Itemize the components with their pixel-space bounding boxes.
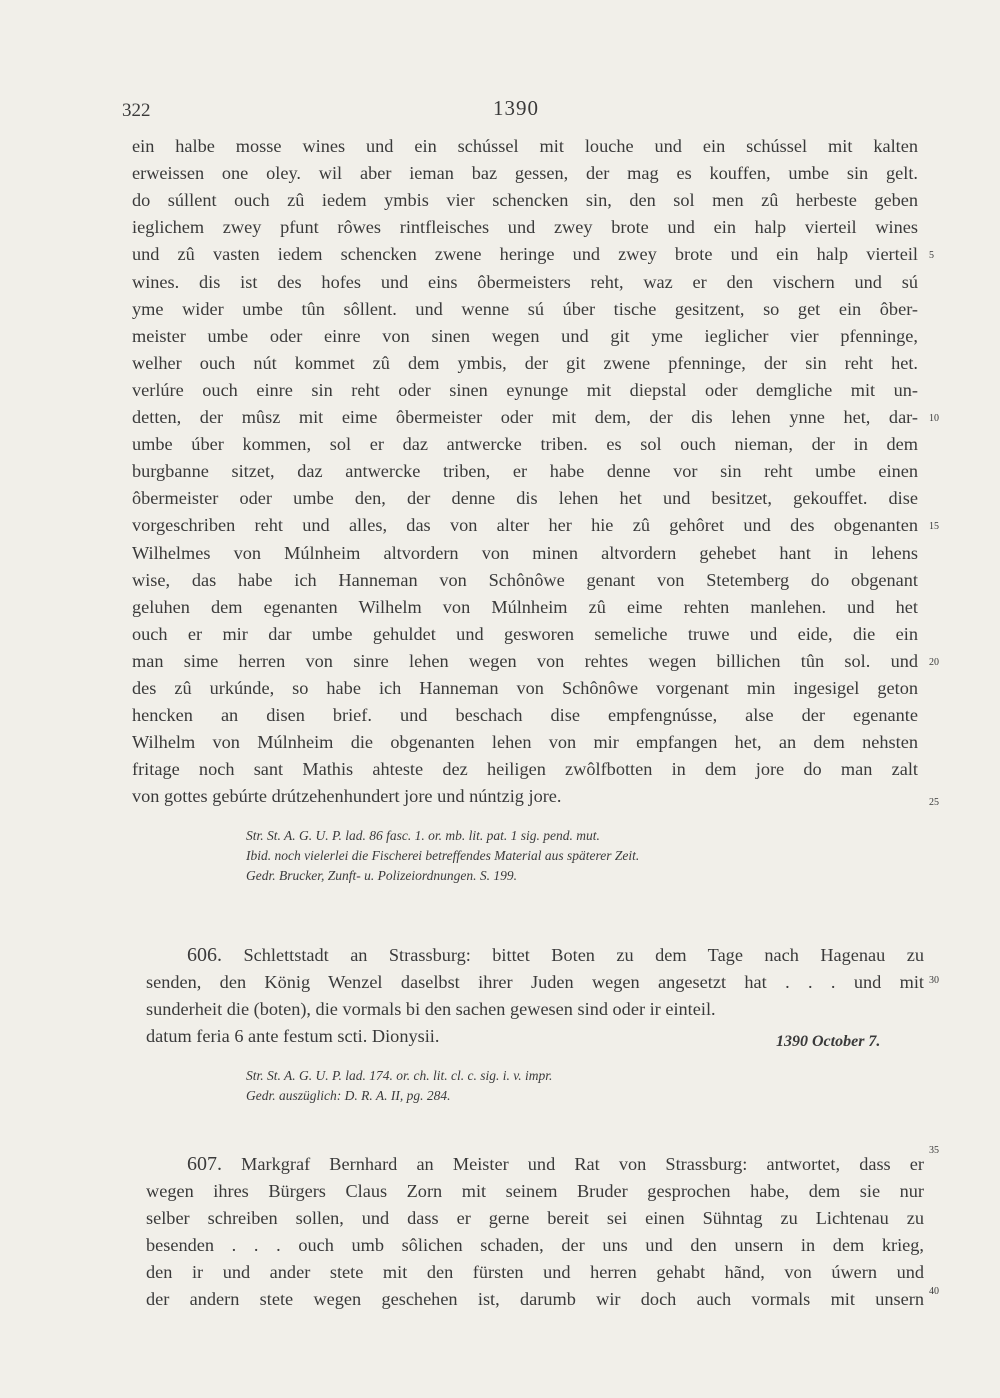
text-line: ieglichem zwey pfunt rôwes rintfleisches und zwey brote und ein halp vierteil wines <box>132 217 918 237</box>
doc-607-line: der andern stete wegen geschehen ist, darumb wir doch auch vormals mit unsern <box>146 1289 924 1309</box>
page-number: 322 <box>122 100 151 121</box>
text-line: hencken an disen brief. und beschach dise empfengnússe, alse der egenante <box>132 705 918 725</box>
text-line: ôbermeister oder umbe den, der denne dis lehen het und besitzet, gekouffet. dise <box>132 488 918 508</box>
text-line: von gottes gebúrte drútzehenhundert jore und núntzig jore. <box>132 786 562 806</box>
text-line: ein halbe mosse wines und ein schússel mit louche und ein schússel mit kalten <box>132 136 918 156</box>
text-line: vorgeschriben reht und alles, das von alter her hie zû gehôret und des obgenanten <box>132 515 918 535</box>
doc-607-line <box>187 1152 924 1176</box>
year-header: 1390 <box>493 96 539 120</box>
source-note: Ibid. noch vielerlei die Fischerei betreffendes Material aus späterer Zeit. <box>246 848 640 863</box>
text-line: fritage noch sant Mathis ahteste dez heiligen zwôlfbotten in dem jore do man zalt <box>132 759 918 779</box>
doc-607-line: selber schreiben sollen, und dass er gerne bereit sei einen Sühntag zu Lichtenau zu <box>146 1208 924 1228</box>
margin-line-number: 10 <box>929 413 939 424</box>
text-line: wise, das habe ich Hanneman von Schônôwe genant von Stetemberg do obgenant <box>132 570 918 590</box>
text-line: umbe úber kommen, sol er daz antwercke triben. es sol ouch nieman, der in dem <box>132 434 918 454</box>
text-line: welher ouch nút kommet zû dem ymbis, der git zwene pfenninge, der sin reht het. <box>132 353 918 373</box>
text-line: burgbanne sitzet, daz antwercke triben, er habe denne vor sin reht umbe einen <box>132 461 918 481</box>
doc-607-line: wegen ihres Bürgers Claus Zorn mit seinem Bruder gesprochen habe, dem sie nur <box>146 1181 924 1201</box>
text-line: geluhen dem egenanten Wilhelm von Múlnheim zû eime rehten manlehen. und het <box>132 597 918 617</box>
doc-606-number: 606. <box>187 944 222 966</box>
text-line: Wilhelm von Múlnheim die obgenanten lehen von mir empfangen het, an dem nehsten <box>132 732 918 752</box>
text-line: und zû vasten iedem schencken zwene heringe und zwey brote und ein halp vierteil <box>132 244 918 264</box>
doc-607-line: besenden . . . ouch umb sôlichen schaden, der uns und den unsern in dem krieg, <box>146 1235 924 1255</box>
doc-606-line: senden, den König Wenzel daselbst ihrer Juden wegen angesetzt hat . . . und mit <box>146 972 924 992</box>
doc-607-number: 607. <box>187 1153 222 1175</box>
doc-606-headline: Schlettstadt an Strassburg: bittet Boten zu dem Tage nach Hagenau zu <box>243 945 924 965</box>
text-line: erweissen one oley. wil aber ieman baz gessen, der mag es kouffen, umbe sin gelt. <box>132 163 918 183</box>
text-line: man sime herren von sinre lehen wegen von rehtes wegen billichen tûn sol. und <box>132 651 918 671</box>
margin-line-number: 25 <box>929 797 939 808</box>
margin-line-number: 30 <box>929 975 939 986</box>
doc-606-date: 1390 October 7. <box>776 1033 881 1050</box>
text-line: yme wider umbe tûn sôllent. und wenne sú úber tische gesitzent, so get ein ôber- <box>132 299 918 319</box>
margin-line-number: 20 <box>929 657 939 668</box>
doc-607-headline: Markgraf Bernhard an Meister und Rat von Strassburg: antwortet, dass er <box>241 1154 925 1174</box>
text-line: verlúre ouch einre sin reht oder sinen eynunge mit diepstal oder demgliche mit un- <box>132 380 918 400</box>
text-line: ouch er mir dar umbe gehuldet und gesworen semeliche truwe und eide, die ein <box>132 624 918 644</box>
text-line: wines. dis ist des hofes und eins ôbermeisters reht, waz er den vischern und sú <box>132 272 918 292</box>
text-line: Wilhelmes von Múlnheim altvordern von minen altvordern gehebet hant in lehens <box>132 543 918 563</box>
margin-line-number: 15 <box>929 521 939 532</box>
text-line: des zû urkúnde, so habe ich Hanneman von Schônôwe vorgenant min ingesigel geton <box>132 678 918 698</box>
text-line: meister umbe oder einre von sinen wegen und git yme ieglicher vier pfenninge, <box>132 326 918 346</box>
source-note: Str. St. A. G. U. P. lad. 86 fasc. 1. or. mb. lit. pat. 1 sig. pend. mut. <box>246 828 600 843</box>
text-line: detten, der mûsz mit eime ôbermeister oder mit dem, der dis lehen ynne het, dar- <box>132 407 918 427</box>
margin-line-number: 5 <box>929 250 934 261</box>
text-line: do súllent ouch zû iedem ymbis vier schencken sin, den sol men zû herbeste geben <box>132 190 918 210</box>
source-note: Gedr. auszüglich: D. R. A. II, pg. 284. <box>246 1088 451 1103</box>
doc-606-line: datum feria 6 ante festum scti. Dionysii. <box>146 1026 440 1046</box>
margin-line-number: 35 <box>929 1145 939 1156</box>
source-note: Gedr. Brucker, Zunft- u. Polizeiordnungen. S. 199. <box>246 868 517 883</box>
margin-line-number: 40 <box>929 1286 939 1297</box>
source-note: Str. St. A. G. U. P. lad. 174. or. ch. lit. cl. c. sig. i. v. impr. <box>246 1068 553 1083</box>
doc-606-line: sunderheit die (boten), die vormals bi den sachen gewesen sind oder ir einteil. <box>146 999 716 1019</box>
doc-607-line: den ir und ander stete mit den fürsten und herren gehabt hãnd, von úwern und <box>146 1262 924 1282</box>
doc-606-line <box>187 943 924 967</box>
